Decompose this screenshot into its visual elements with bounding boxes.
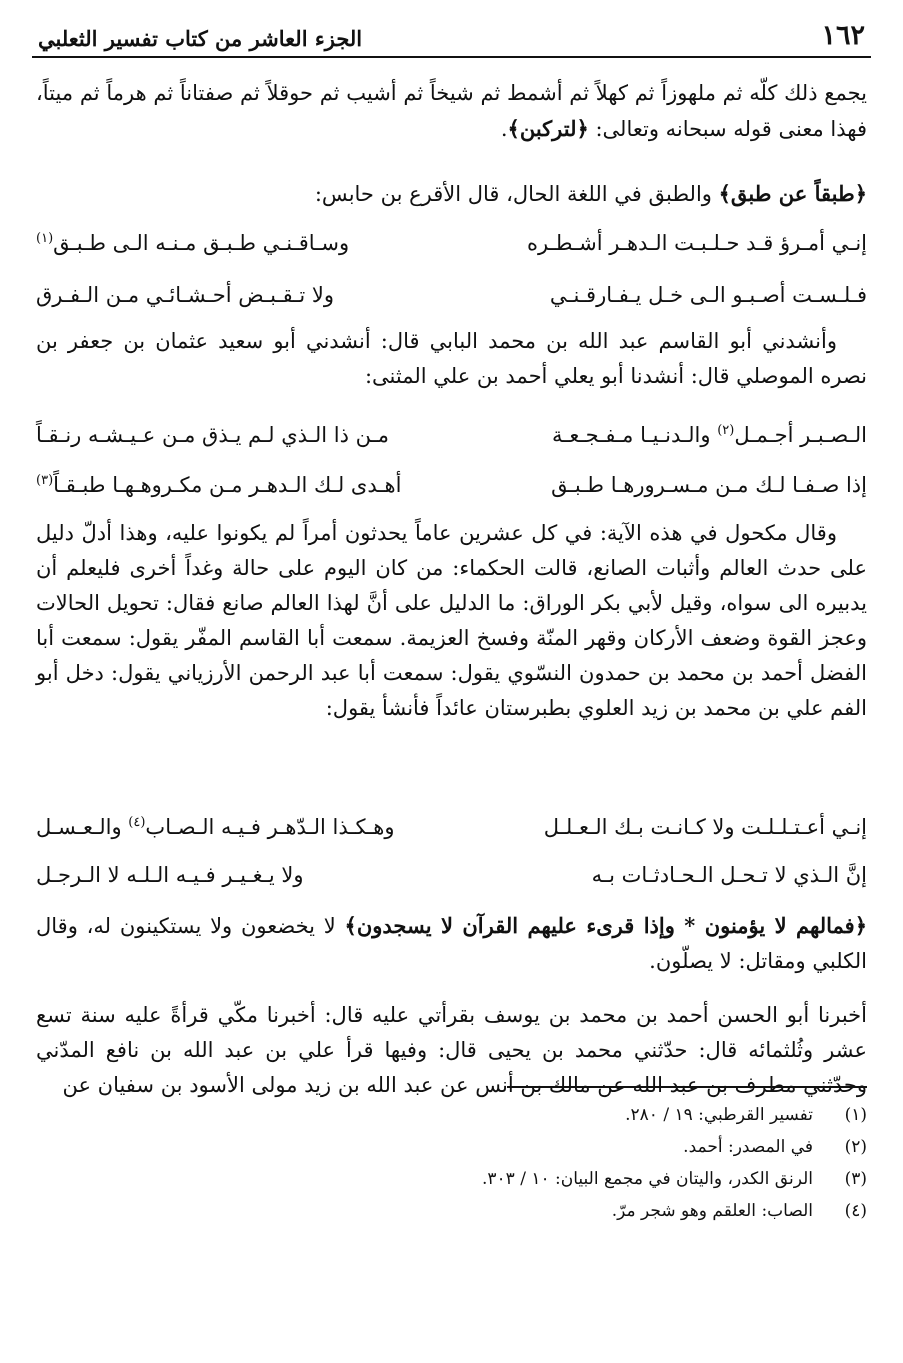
verse-hemistich-second: أهـدى لـك الـدهـر مـن مكـروهـهـا طبـقـاً$^{(٣)}$ bbox=[36, 473, 402, 497]
footnote-number: (٤) bbox=[844, 1201, 867, 1221]
footnote-number: (٣) bbox=[844, 1169, 867, 1189]
quran-quote: ﴿لتركبن﴾ bbox=[507, 116, 589, 141]
verse-couplet bbox=[36, 224, 867, 262]
paragraph-text: . bbox=[500, 117, 508, 141]
footnote-reference: (٣) bbox=[36, 473, 54, 488]
footnote bbox=[300, 1100, 867, 1130]
footnote-reference: (١) bbox=[36, 231, 54, 246]
verse-couplet bbox=[36, 466, 867, 504]
verse-hemistich-second: ولا تـقـبـض أحـشـائـي مـن الـفـرق bbox=[36, 283, 334, 307]
paragraph bbox=[36, 908, 867, 979]
paragraph-text: وأنشدني أبو القاسم عبد الله بن محمد البابي قال: أنشدني أبو سعيد عثمان بن جعفر بن نصره الموصلي قال: أنشدنا أبو يعلي أحمد بن علي المثنى: bbox=[36, 329, 867, 388]
paragraph bbox=[36, 176, 867, 212]
verse-hemistich-first: إنـي أعـتـلـلـت ولا كـانـت بـك الـعـلـل bbox=[543, 815, 867, 839]
page-number: ١٦٢ bbox=[821, 20, 865, 51]
footnote-number: (١) bbox=[844, 1105, 867, 1125]
footnote-text: الصاب: العلقم وهو شجر مرّ. bbox=[611, 1201, 813, 1221]
verse-hemistich-first: إنَّ الـذي لا تـحـل الـحـادثـات بـه bbox=[591, 863, 867, 887]
footnote-text: الرنق الكدر، واليتان في مجمع البيان: ١٠ / ٣٠٣. bbox=[482, 1169, 813, 1189]
footnote bbox=[300, 1196, 867, 1226]
verse-hemistich-first: إذا صـفـا لـك مـن مـسـرورهـا طـبـق bbox=[551, 473, 867, 497]
paragraph bbox=[36, 516, 867, 726]
paragraph-text: وقال مكحول في هذه الآية: في كل عشرين عاماً يحدثون أمراً لم يكونوا عليه، وهذا أدلّ دليل على حدث العالم وأثبات الصانع، قالت الحكماء: من كان اليوم على حالة وغداً أخرى فليعلم أن يدبيره الى سواه، وقيل لأبي بكر الوراق: ما الدليل على أنَّ لهذا العالم صانع فقال: تحويل الحالات وعجز القوة وضعف الأركان وقهر المنّة وفسخ العزيمة. سمعت أبا القاسم المفّر يقول: سمعت أبا الفضل أحمد بن محمد بن حمدون النسّوي يقول: سمعت أبا عبد الرحمن الأرزياني يقول: دخل أبو الفم علي بن محمد بن زيد العلوي بطبرستان عائداً فأنشأ يقول: bbox=[36, 521, 867, 720]
verse-hemistich-second: ولا يـغـيـر فـيـه الـلـه لا الـرجـل bbox=[36, 863, 304, 887]
paragraph bbox=[36, 76, 867, 147]
footnote-text: في المصدر: أحمد. bbox=[683, 1137, 813, 1157]
quran-quote: ﴿طبقاً عن طبق﴾ bbox=[718, 181, 867, 206]
verse-couplet bbox=[36, 276, 867, 314]
paragraph bbox=[36, 324, 867, 394]
paragraph-text: لا يخضعون ولا يستكينون له، وقال الكلبي ومقاتل: لا يصلّون. bbox=[36, 914, 867, 973]
running-title: الجزء العاشر من كتاب تفسير الثعلبي bbox=[38, 26, 363, 51]
paragraph-text: يجمع ذلك كلّه ثم ملهوزاً ثم كهلاً ثم أشمط ثم شيخاً ثم أشيب ثم حوقلاً ثم صفتاناً ثم هرماً ثم ميتاً، فهذا معنى قوله سبحانه وتعالى: bbox=[36, 81, 867, 141]
footnote bbox=[300, 1164, 867, 1194]
verse-hemistich-first: الـصـبـر أجـمـل$^{(٢)}$ والـدنـيـا مـفـجـعـة bbox=[551, 423, 867, 447]
paragraph-text: والطبق في اللغة الحال، قال الأقرع بن حابس: bbox=[314, 182, 719, 206]
footnote-reference: (٤) bbox=[128, 815, 146, 830]
verse-hemistich-first: فـلـسـت أصـبـو الـى خـل يـفـارقـنـي bbox=[549, 283, 867, 307]
verse-hemistich-second: وسـاقـنـي طـبـق مـنـه الـى طـبـق$^{(١)}$ bbox=[36, 231, 350, 255]
footnote-text: تفسير القرطبي: ١٩ / ٢٨٠. bbox=[625, 1105, 813, 1125]
verse-couplet bbox=[36, 808, 867, 846]
page-header bbox=[32, 16, 871, 58]
verse-couplet bbox=[36, 416, 867, 454]
quran-quote: ﴿فمالهم لا يؤمنون * وإذا قرىء عليهم القرآن لا يسجدون﴾ bbox=[344, 913, 867, 938]
footnote-reference: (٢) bbox=[717, 423, 735, 438]
footnote bbox=[300, 1132, 867, 1162]
footnote-separator bbox=[507, 1086, 867, 1088]
footnote-number: (٢) bbox=[844, 1137, 867, 1157]
paragraph-text: أخبرنا أبو الحسن أحمد بن محمد بن يوسف بقرأتي عليه قال: أخبرنا مكّي قرأةً عليه سنة تسع عشر وثُلثمائه قال: حدّثني محمد بن يحيى قال: وفيها قرأ علي بن عبد الله بن نافع المدّني وحدّثني مطرف بن عبد الله عن مالك بن أنس عن عبد الله بن زيد مولى الأسود بن سفيان عن bbox=[36, 1003, 867, 1097]
verse-couplet bbox=[36, 856, 867, 894]
verse-hemistich-first: إنـي أمـرؤ قـد حـلـبـت الـدهـر أشـطـره bbox=[526, 231, 867, 255]
verse-hemistich-second: مـن ذا الـذي لـم يـذق مـن عـيـشـه رنـقـاً bbox=[36, 423, 390, 447]
verse-hemistich-second: وهـكـذا الـدّهـر فـيـه الـصـاب$^{(٤)}$ والـعـسـل bbox=[36, 815, 395, 839]
